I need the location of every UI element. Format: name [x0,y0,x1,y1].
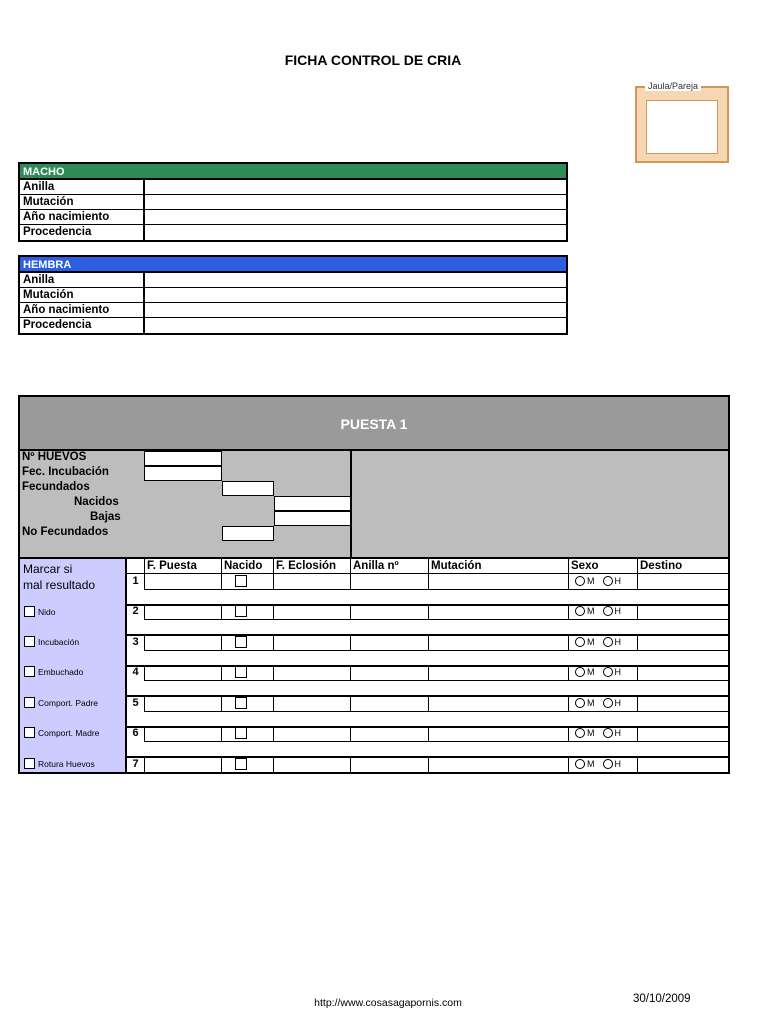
reason-incubacion[interactable] [24,636,79,647]
macho-heading: MACHO [20,164,566,180]
sexo-selector[interactable] [575,759,621,769]
macho-nacimiento-field[interactable] [145,210,566,224]
row-number: 6 [132,727,139,739]
grid-line [221,726,222,741]
sexo-selector[interactable] [575,728,621,738]
col-header-nacido: Nacido [224,560,263,572]
macho-anilla-field[interactable] [145,180,566,194]
grid-line [568,726,569,741]
sexo-selector[interactable] [575,606,621,616]
grid-line [637,559,638,574]
radio-h-icon[interactable] [603,576,613,586]
grid-line [144,589,728,590]
radio-m-icon[interactable] [575,606,585,616]
row-number: 4 [132,666,139,678]
checkbox-icon[interactable] [24,758,35,769]
nacido-checkbox-icon[interactable] [235,758,247,770]
nacido-checkbox-icon[interactable] [235,575,247,587]
grid-line [568,635,569,650]
radio-h-icon[interactable] [603,698,613,708]
grid-line [144,635,145,650]
grid-line [144,711,728,712]
radio-m-icon[interactable] [575,667,585,677]
grid-line [428,635,429,650]
grid-line [428,757,429,772]
hembra-mutacion-field[interactable] [145,288,566,302]
reason-label: Incubación [38,636,80,647]
row-number: 2 [132,605,139,617]
hembra-label-anilla: Anilla [20,273,145,287]
grid-line [568,604,569,619]
sexo-h-label: H [614,667,621,677]
hembra-row-procedencia [20,318,566,333]
radio-m-icon[interactable] [575,576,585,586]
jaula-pareja-box [635,81,729,163]
grid-line [221,757,222,772]
row-number: 5 [132,697,139,709]
radio-m-icon[interactable] [575,698,585,708]
marcar-label [23,561,95,593]
sexo-m-label: M [587,698,595,708]
macho-label-procedencia: Procedencia [20,225,145,240]
col-header-f-puesta: F. Puesta [147,560,197,572]
grid-line [144,757,145,772]
hembra-row-mutacion [20,288,566,303]
reason-rotura-huevos[interactable] [24,758,95,769]
hembra-nacimiento-field[interactable] [145,303,566,317]
sexo-h-label: H [614,728,621,738]
nacidos-field[interactable] [274,496,351,511]
grid-line [637,757,638,772]
grid-line [273,635,274,650]
macho-row-procedencia [20,225,566,240]
macho-label-nacimiento: Año nacimiento [20,210,145,224]
hembra-label-mutacion: Mutación [20,288,145,302]
radio-h-icon[interactable] [603,637,613,647]
grid-line [221,559,222,574]
row-number: 3 [132,636,139,648]
grid-line [350,726,351,741]
sexo-m-label: M [587,637,595,647]
reason-label: Embuchado [38,666,84,677]
grid-line [144,650,728,651]
reason-comport-padre[interactable] [24,697,98,708]
row-number: 1 [132,575,139,587]
nacidos-label: Nacidos [74,496,119,508]
jaula-pareja-field[interactable] [646,100,718,154]
grid-line [637,574,638,589]
radio-h-icon[interactable] [603,667,613,677]
reason-label: Comport. Madre [38,727,100,738]
huevos-field[interactable] [144,451,222,466]
incubacion-field[interactable] [144,466,222,481]
grid-line [350,604,351,619]
reason-label: Comport. Padre [38,697,98,708]
macho-label-mutacion: Mutación [20,195,145,209]
macho-row-anilla [20,180,566,195]
fecundados-field[interactable] [222,481,274,496]
checkbox-icon[interactable] [24,727,35,738]
grid-line [568,757,569,772]
grid-line [350,635,351,650]
nacido-checkbox-icon[interactable] [235,697,247,709]
sexo-selector[interactable] [575,637,621,647]
grid-line [350,757,351,772]
footer-url: http://www.cosasagapornis.com [314,997,462,1009]
grid-line [428,604,429,619]
grid-line [273,665,274,680]
no-fecundados-label: No Fecundados [22,526,109,538]
row-number: 7 [132,758,139,770]
macho-procedencia-field[interactable] [145,225,566,240]
hembra-table [18,255,568,335]
marcar-line-2: mal resultado [23,578,96,592]
sexo-selector[interactable] [575,576,621,586]
page-title: FICHA CONTROL DE CRIA [284,52,462,68]
grid-line [273,574,274,589]
footer-date: 30/10/2009 [633,993,691,1005]
nacido-checkbox-icon[interactable] [235,666,247,678]
col-header-anilla: Anilla nº [353,560,399,572]
hembra-anilla-field[interactable] [145,273,566,287]
radio-h-icon[interactable] [603,728,613,738]
checkbox-icon[interactable] [24,697,35,708]
fecundados-label: Fecundados [22,481,90,493]
egg-grid [127,559,728,772]
radio-m-icon[interactable] [575,728,585,738]
grid-line [637,665,638,680]
grid-line [273,559,274,574]
puesta-notes-area[interactable] [350,451,728,558]
grid-line [144,665,145,680]
sexo-m-label: M [587,759,595,769]
reason-embuchado[interactable] [24,666,83,677]
grid-line [637,635,638,650]
reason-label: Nido [38,606,56,617]
checkbox-icon[interactable] [24,606,35,617]
grid-line [273,726,274,741]
hembra-label-nacimiento: Año nacimiento [20,303,145,317]
grid-line [428,574,429,589]
sexo-h-label: H [614,698,621,708]
grid-line [144,696,145,711]
grid-line [273,696,274,711]
grid-line [428,726,429,741]
col-header-f-eclosion: F. Eclosión [276,560,337,572]
grid-line [144,726,145,741]
macho-table [18,162,568,242]
radio-h-icon[interactable] [603,606,613,616]
macho-label-anilla: Anilla [20,180,145,194]
grid-line [144,559,145,574]
sexo-h-label: H [614,576,621,586]
checkbox-icon[interactable] [24,666,35,677]
radio-m-icon[interactable] [575,637,585,647]
grid-line [221,574,222,589]
sexo-m-label: M [587,606,595,616]
grid-line [568,665,569,680]
sexo-h-label: H [614,637,621,647]
puesta-heading: PUESTA 1 [20,397,728,451]
sexo-h-label: H [614,606,621,616]
col-header-destino: Destino [640,560,683,572]
bajas-label: Bajas [90,511,121,523]
grid-line [637,696,638,711]
hembra-row-nacimiento [20,303,566,318]
grid-line [350,696,351,711]
grid-line [144,680,728,681]
huevos-label: Nº HUEVOS [22,451,87,463]
bajas-field[interactable] [274,511,351,526]
incubacion-label: Fec. Incubación [22,466,109,478]
sexo-m-label: M [587,576,595,586]
sexo-selector[interactable] [575,698,621,708]
grid-line [637,604,638,619]
grid-line [568,574,569,589]
puesta-stats [20,451,350,558]
sexo-selector[interactable] [575,667,621,677]
macho-row-mutacion [20,195,566,210]
grid-line [144,741,728,742]
sexo-h-label: H [614,759,621,769]
reason-comport-madre[interactable] [24,727,99,738]
jaula-pareja-label: Jaula/Pareja [645,81,701,91]
grid-line [428,665,429,680]
grid-line [221,665,222,680]
nacido-checkbox-icon[interactable] [235,636,247,648]
col-header-mutacion: Mutación [431,560,482,572]
checkbox-icon[interactable] [24,636,35,647]
nacido-checkbox-icon[interactable] [235,727,247,739]
macho-row-nacimiento [20,210,566,225]
grid-line [221,635,222,650]
sexo-m-label: M [587,667,595,677]
nacido-checkbox-icon[interactable] [235,605,247,617]
grid-line [144,772,728,773]
grid-line [221,604,222,619]
col-header-sexo: Sexo [571,560,599,572]
marcar-line-1: Marcar si [23,562,73,576]
macho-mutacion-field[interactable] [145,195,566,209]
grid-line [144,619,728,620]
grid-line [273,604,274,619]
grid-line [221,696,222,711]
grid-line [144,604,145,619]
grid-line [350,559,351,574]
grid-line [350,574,351,589]
grid-line [428,559,429,574]
reason-nido[interactable] [24,606,55,617]
grid-line [428,696,429,711]
puesta-table [18,395,730,774]
hembra-heading: HEMBRA [20,257,566,273]
grid-line [350,665,351,680]
no-fecundados-field[interactable] [222,526,274,541]
radio-h-icon[interactable] [603,759,613,769]
grid-line [568,559,569,574]
sexo-m-label: M [587,728,595,738]
hembra-row-anilla [20,273,566,288]
radio-m-icon[interactable] [575,759,585,769]
hembra-procedencia-field[interactable] [145,318,566,333]
grid-line [273,757,274,772]
grid-line [568,696,569,711]
grid-line [637,726,638,741]
hembra-label-procedencia: Procedencia [20,318,145,333]
reason-label: Rotura Huevos [38,758,95,769]
grid-line [144,574,145,589]
